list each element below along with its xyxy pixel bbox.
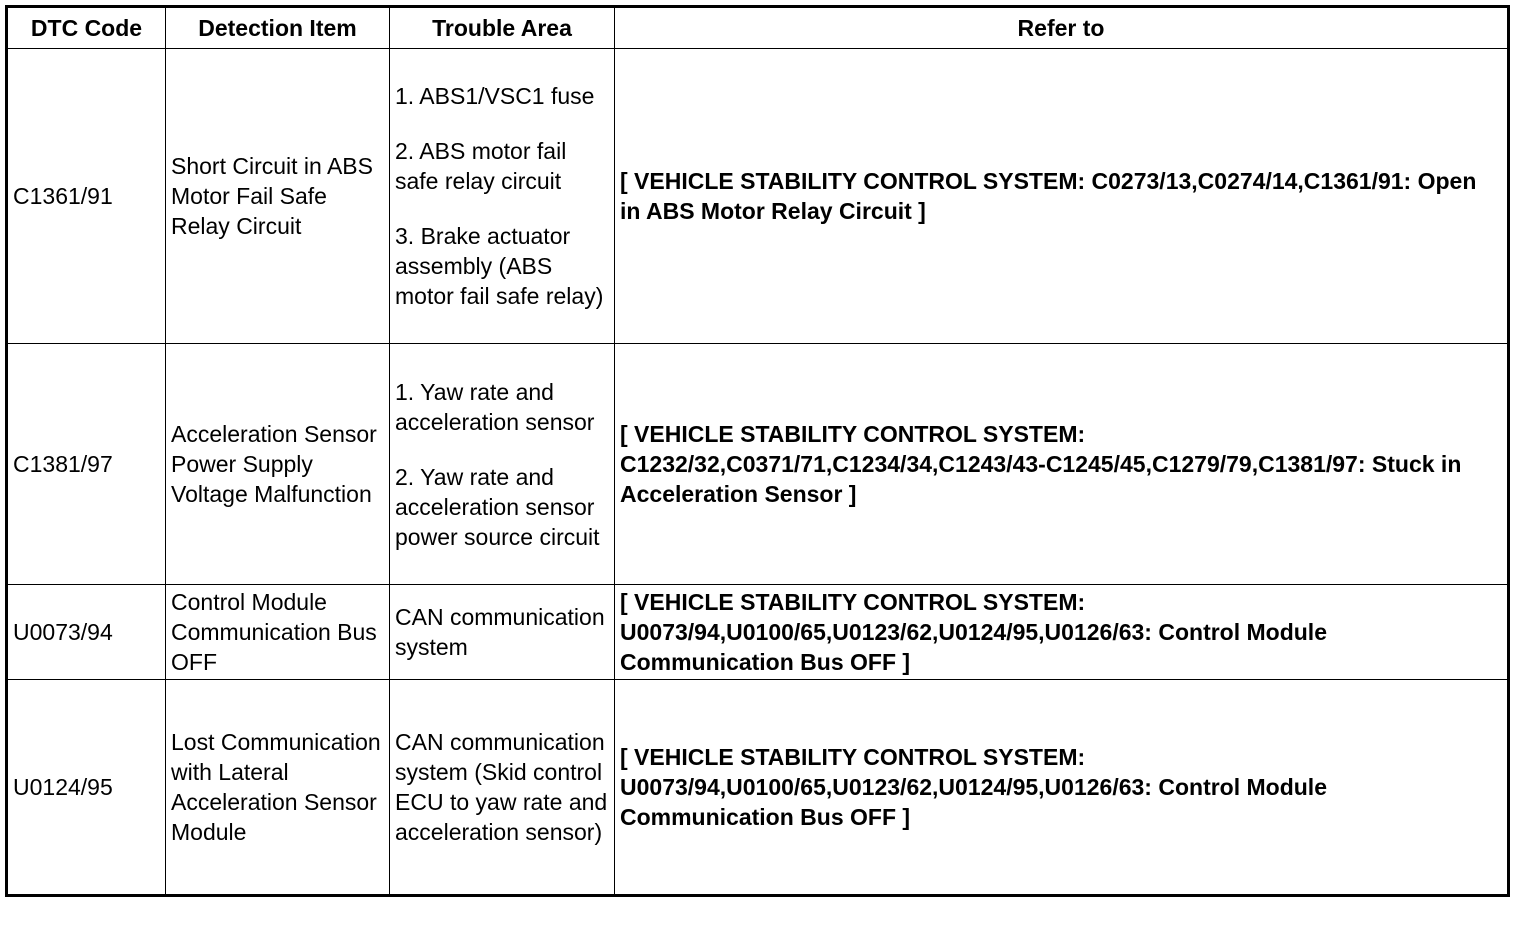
table-row (7, 680, 1509, 896)
trouble-area-line: 2. Yaw rate and acceleration sensor power source circuit (395, 463, 600, 550)
table-body (7, 49, 1509, 896)
header-refer-to: Refer to (615, 7, 1509, 49)
trouble-area-line: CAN communication system (Skid control ECU to yaw rate and acceleration sensor) (395, 729, 608, 845)
dtc-code-cell: C1361/91 (7, 49, 166, 344)
dtc-code-cell: C1381/97 (7, 344, 166, 585)
refer-to-cell: [ VEHICLE STABILITY CONTROL SYSTEM: C1232/32,C0371/71,C1234/34,C1243/43-C1245/45,C1279/79,C1381/97: Stuck in Acceleration Sensor ] (615, 344, 1509, 585)
detection-item-cell: Short Circuit in ABS Motor Fail Safe Relay Circuit (166, 49, 390, 344)
detection-item-cell: Lost Communication with Lateral Acceleration Sensor Module (166, 680, 390, 896)
trouble-area-cell (390, 585, 615, 680)
trouble-area-cell (390, 680, 615, 896)
refer-to-cell: [ VEHICLE STABILITY CONTROL SYSTEM: C0273/13,C0274/14,C1361/91: Open in ABS Motor Relay Circuit ] (615, 49, 1509, 344)
trouble-area-line: 1. Yaw rate and acceleration sensor (395, 378, 595, 435)
trouble-area-line: 3. Brake actuator assembly (ABS motor fail safe relay) (395, 223, 604, 309)
dtc-code-cell: U0124/95 (7, 680, 166, 896)
refer-to-cell: [ VEHICLE STABILITY CONTROL SYSTEM: U0073/94,U0100/65,U0123/62,U0124/95,U0126/63: Control Module Communication Bus OFF ] (615, 585, 1509, 680)
table-row (7, 344, 1509, 585)
header-dtc-code: DTC Code (7, 7, 166, 49)
header-detection-item: Detection Item (166, 7, 390, 49)
trouble-area-line: 2. ABS motor fail safe relay circuit (395, 138, 567, 194)
header-row (7, 7, 1509, 49)
detection-item-cell: Acceleration Sensor Power Supply Voltage Malfunction (166, 344, 390, 585)
table-row (7, 585, 1509, 680)
header-trouble-area: Trouble Area (390, 7, 615, 49)
trouble-area-line: 1. ABS1/VSC1 fuse (395, 83, 595, 109)
table-header (7, 7, 1509, 49)
trouble-area-cell (390, 344, 615, 585)
trouble-area-cell (390, 49, 615, 344)
dtc-table (5, 5, 1510, 897)
trouble-area-line: CAN communication system (395, 604, 605, 660)
refer-to-cell: [ VEHICLE STABILITY CONTROL SYSTEM: U0073/94,U0100/65,U0123/62,U0124/95,U0126/63: Control Module Communication Bus OFF ] (615, 680, 1509, 896)
detection-item-cell: Control Module Communication Bus OFF (166, 585, 390, 680)
dtc-code-cell: U0073/94 (7, 585, 166, 680)
table-row (7, 49, 1509, 344)
